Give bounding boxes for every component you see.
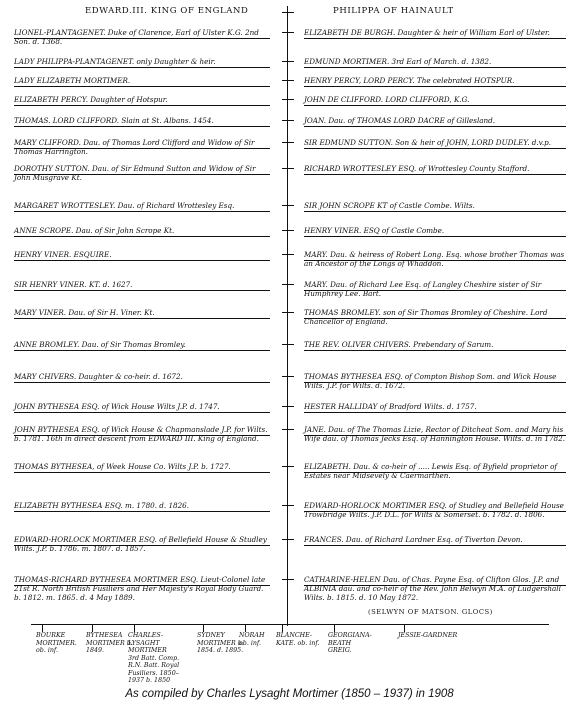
- spouse-entry: CATHARINE-HELEN Dau. of Chas. Payne Esq. of Clifton Glos. J.P. and ALBINIA dau. and co-heir of the Rev. John Belwyn M.A. of Ludgershall Wilts. b. 1815. d. 10 May 1872.: [304, 575, 561, 602]
- underline: [14, 545, 270, 546]
- child-name: BOURKE: [36, 632, 66, 639]
- underline: [304, 350, 566, 351]
- ancestor-entry: MARY VINER. Dau. of Sir H. Viner. Kt.: [14, 308, 155, 317]
- ancestor-entry: THOMAS. LORD CLIFFORD. Slain at St. Albans. 1454.: [14, 116, 214, 125]
- underline: [304, 86, 566, 87]
- child-drop-line: [334, 624, 335, 632]
- children-bar: [31, 624, 549, 625]
- ancestor-entry: LADY ELIZABETH MORTIMER.: [14, 76, 131, 85]
- ancestor-entry: ANNE BROMLEY. Dau. of Sir Thomas Bromley.: [14, 340, 186, 349]
- child-drop-line: [245, 624, 246, 632]
- marriage-tick: [282, 466, 294, 467]
- ancestor-entry: MARY CLIFFORD. Dau. of Thomas Lord Clifford and Widow of Sir Thomas Harrington.: [14, 138, 255, 156]
- marriage-tick: [282, 230, 294, 231]
- spouse-entry: HENRY PERCY, LORD PERCY. The celebrated HOTSPUR.: [304, 76, 515, 85]
- child-entry: [86, 632, 134, 655]
- spouse-entry: ELIZABETH. Dau. & co-heir of ..... Lewis Esq. of Byfield proprietor of Estates near Midsevely & Caermarthen.: [304, 462, 558, 480]
- child-drop-line: [92, 624, 93, 632]
- spouse-entry: EDWARD-HORLOCK MORTIMER ESQ. of Studley and Bellefield House Trowbridge Wilts. J.P. D.L. for Wilts & Somerset. b. 1782. d. 1806.: [304, 501, 564, 519]
- spouse-entry: THE REV. OLIVER CHIVERS. Prebendary of Sarum.: [304, 340, 494, 349]
- ancestor-entry: MARGARET WROTTESLEY. Dau. of Richard Wrottesley Esq.: [14, 201, 235, 210]
- underline: [304, 511, 566, 512]
- ancestor-entry: ELIZABETH BYTHESEA ESQ. m. 1780. d. 1826.: [14, 501, 190, 510]
- ancestor-entry: SIR HENRY VINER. KT. d. 1627.: [14, 280, 133, 289]
- ancestor-entry: ANNE SCROPE. Dau. of Sir John Scrope Kt.: [14, 226, 175, 235]
- ancestor-entry: LIONEL-PLANTAGENET. Duke of Clarence, Earl of Ulster K.G. 2nd Son. d. 1368.: [14, 28, 259, 46]
- ancestor-entry: LADY PHILIPPA-PLANTAGENET. only Daughter & heir.: [14, 57, 216, 66]
- ancestor-entry: ELIZABETH PERCY. Daughter of Hotspur.: [14, 95, 168, 104]
- marriage-tick: [282, 429, 294, 430]
- underline: [14, 382, 270, 383]
- child-drop-line: [203, 624, 204, 632]
- marriage-tick: [282, 61, 294, 62]
- child-drop-line: [282, 624, 283, 632]
- underline: [304, 38, 566, 39]
- spouse-entry: ELIZABETH DE BURGH. Daughter & heir of William Earl of Ulster.: [304, 28, 550, 37]
- child-name: CHARLES-LYSAGHT MORTIMER: [128, 632, 167, 654]
- child-name: NORAH: [239, 632, 265, 639]
- child-entry: [328, 632, 376, 655]
- underline: [304, 545, 566, 546]
- underline: [304, 260, 566, 261]
- spouse-entry: JOAN. Dau. of THOMAS LORD DACRE of Gillesland.: [304, 116, 496, 125]
- spouse-entry: JANE. Dau. of The Thomas Lizie, Rector of Ditcheat Som. and Mary his Wife dau. of Thomas Jecks Esq. of Hannington House. Wilts. d. in 1782.: [304, 425, 565, 443]
- underline: [14, 105, 270, 106]
- underline: [304, 472, 566, 473]
- child-name: GEORGIANA-BEATH: [328, 632, 372, 647]
- child-detail: MORTIMER b. 1849.: [86, 639, 133, 654]
- child-name: BLANCHE-: [276, 632, 313, 639]
- ancestor-entry: JOHN BYTHESEA ESQ. of Wick House Wilts J.P. d. 1747.: [14, 402, 220, 411]
- underline: [14, 260, 270, 261]
- child-detail: MORTIMER. ob. inf.: [36, 639, 77, 654]
- underline: [14, 86, 270, 87]
- spouse-entry: HESTER HALLIDAY of Bradford Wilts. d. 1757.: [304, 402, 477, 411]
- underline: [14, 148, 270, 149]
- marriage-tick: [282, 406, 294, 407]
- underline: [14, 290, 270, 291]
- underline: [304, 174, 566, 175]
- child-detail: KATE. ob. inf.: [276, 639, 320, 647]
- ancestor-entry: JOHN BYTHESEA ESQ. of Wick House & Chapmanslade J.P. for Wilts. b. 1781. 16th in direct descent from EDWARD III. King of England.: [14, 425, 268, 443]
- spouse-entry: THOMAS BROMLEY. son of Sir Thomas Bromley of Cheshire. Lord Chancellor of England.: [304, 308, 548, 326]
- spouse-entry: EDMUND MORTIMER. 3rd Earl of March. d. 1382.: [304, 57, 492, 66]
- underline: [14, 126, 270, 127]
- child-name: SYDNEY: [197, 632, 225, 639]
- marriage-tick: [282, 579, 294, 580]
- underline: [14, 211, 270, 212]
- underline: [304, 585, 566, 586]
- ancestor-entry: THOMAS BYTHESEA, of Week House Co. Wilts J.P. b. 1727.: [14, 462, 231, 471]
- marriage-tick: [282, 12, 294, 13]
- child-name: BYTHESEA: [86, 632, 123, 639]
- ancestor-entry: EDWARD-HORLOCK MORTIMER ESQ. of Bellefield House & Studley Wilts. J.P. b. 1786. m. 1807. d. 1857.: [14, 535, 267, 553]
- ancestor-entry: MARY CHIVERS. Daughter & co-heir. d. 1672.: [14, 372, 183, 381]
- marriage-tick: [282, 284, 294, 285]
- underline: [14, 585, 270, 586]
- underline: [304, 105, 566, 106]
- underline: [304, 382, 566, 383]
- child-detail: ob. inf.: [239, 639, 262, 647]
- spouse-family-note: (SELWYN OF MATSON. GLOCS): [368, 608, 493, 616]
- child-detail: GREIG.: [328, 647, 352, 654]
- underline: [304, 126, 566, 127]
- spouse-entry: HENRY VINER. ESQ of Castle Combe.: [304, 226, 445, 235]
- spouse-entry: RICHARD WROTTESLEY ESQ. of Wrottesley County Stafford.: [304, 164, 530, 173]
- child-entry: [276, 632, 324, 647]
- ancestor-entry: THOMAS-RICHARD BYTHESEA MORTIMER ESQ. Lieut-Colonel late 21st R. North British Fusiliers and Her Majesty's Royal Body Guard. b. 1812. m. 1865. d. 4 May 1889.: [14, 575, 266, 602]
- underline: [14, 511, 270, 512]
- header-edward: EDWARD.III. KING OF ENGLAND: [85, 6, 249, 16]
- ancestor-entry: HENRY VINER. ESQUIRE.: [14, 250, 112, 259]
- underline: [304, 290, 566, 291]
- spouse-entry: MARY. Dau. & heiress of Robert Long. Esq. whose brother Thomas was an Ancestor of the Longs of Whaddon.: [304, 250, 565, 268]
- child-name: JESSIE-GARDNER: [398, 632, 458, 639]
- marriage-tick: [282, 344, 294, 345]
- child-entry: [36, 632, 84, 655]
- marriage-tick: [282, 142, 294, 143]
- marriage-tick: [282, 168, 294, 169]
- child-drop-line: [42, 624, 43, 632]
- child-entry: [197, 632, 245, 655]
- marriage-tick: [282, 539, 294, 540]
- marriage-tick: [282, 80, 294, 81]
- underline: [304, 435, 566, 436]
- child-detail: MORTIMER b. 1854. d. 1895.: [197, 639, 244, 654]
- caption: As compiled by Charles Lysaght Mortimer (1850 – 1937) in 1908: [125, 688, 454, 700]
- spouse-entry: SIR JOHN SCROPE KT of Castle Combe. Wilts.: [304, 201, 475, 210]
- underline: [14, 174, 270, 175]
- marriage-tick: [282, 120, 294, 121]
- underline: [14, 318, 270, 319]
- marriage-tick: [282, 505, 294, 506]
- underline: [14, 472, 270, 473]
- header-philippa: PHILIPPA OF HAINAULT: [333, 6, 454, 16]
- spouse-entry: JOHN DE CLIFFORD. LORD CLIFFORD, K.G.: [304, 95, 470, 104]
- marriage-tick: [282, 99, 294, 100]
- underline: [304, 318, 566, 319]
- underline: [304, 236, 566, 237]
- marriage-tick: [282, 254, 294, 255]
- marriage-tick: [282, 32, 294, 33]
- marriage-tick: [282, 376, 294, 377]
- marriage-tick: [282, 312, 294, 313]
- underline: [14, 236, 270, 237]
- underline: [14, 350, 270, 351]
- underline: [304, 412, 566, 413]
- marriage-tick: [282, 205, 294, 206]
- child-detail: 3rd Batt. Comp. R.N. Batt. Royal Fusiliers. 1850–1937 b. 1850: [128, 654, 180, 684]
- underline: [14, 38, 270, 39]
- child-drop-line: [404, 624, 405, 632]
- child-entry: [398, 632, 478, 640]
- spouse-entry: SIR EDMUND SUTTON. Son & heir of JOHN, LORD DUDLEY. d.v.p.: [304, 138, 552, 147]
- underline: [304, 211, 566, 212]
- underline: [304, 67, 566, 68]
- child-entry: [128, 632, 194, 685]
- underline: [14, 412, 270, 413]
- spouse-entry: MARY. Dau. of Richard Lee Esq. of Langley Cheshire sister of Sir Humphrey Lee. Bart.: [304, 280, 542, 298]
- spouse-entry: THOMAS BYTHESEA ESQ. of Compton Bishop Som. and Wick House Wilts. J.P. for Wilts. d. 1672.: [304, 372, 557, 390]
- child-drop-line: [134, 624, 135, 632]
- underline: [14, 67, 270, 68]
- ancestor-entry: DOROTHY SUTTON. Dau. of Sir Edmund Sutton and Widow of Sir John Musgrave Kt.: [14, 164, 256, 182]
- spouse-entry: FRANCES. Dau. of Richard Lardner Esq. of Tiverton Devon.: [304, 535, 523, 544]
- underline: [14, 435, 270, 436]
- underline: [304, 148, 566, 149]
